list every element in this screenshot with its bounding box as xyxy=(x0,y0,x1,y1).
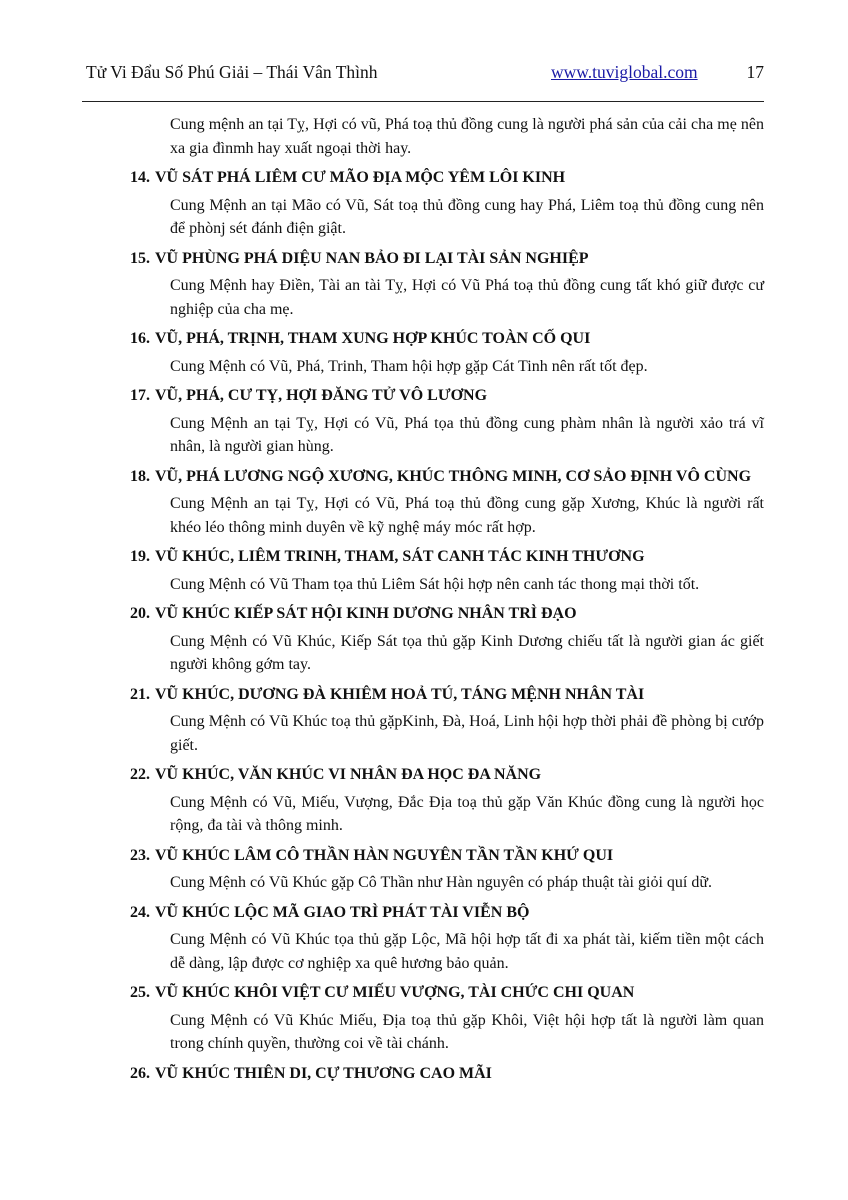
section-heading xyxy=(130,166,764,190)
section-heading xyxy=(130,1062,764,1086)
section-title: VŨ, PHÁ, TRỊNH, THAM XUNG HỢP KHÚC TOÀN CỐ QUI xyxy=(155,330,591,347)
section-text: Cung Mệnh có Vũ Khúc toạ thủ gặpKinh, Đà, Hoá, Linh hội hợp thời phải đề phòng bị cướp giết. xyxy=(170,713,764,754)
section-heading xyxy=(130,683,764,707)
section-item xyxy=(130,247,764,322)
section-number: 24. xyxy=(130,903,150,921)
section-text: Cung Mệnh an tại Tỵ, Hợi có Vũ, Phá toạ thủ đồng cung gặp Xương, Khúc là người rất khéo léo thông minh duyên về kỹ nghệ máy móc rất hợp. xyxy=(170,495,764,536)
section-heading xyxy=(130,602,764,626)
page-header xyxy=(82,58,766,88)
section-item xyxy=(130,327,764,378)
section-item xyxy=(130,384,764,459)
section-title: VŨ KHÚC, LIÊM TRINH, THAM, SÁT CANH TÁC KINH THƯƠNG xyxy=(155,548,645,565)
section-number: 17. xyxy=(130,387,150,404)
section-text: Cung Mệnh có Vũ Khúc gặp Cô Thần như Hàn nguyên có pháp thuật tài giỏi quí dữ. xyxy=(170,874,713,891)
section-title: VŨ PHÙNG PHÁ DIỆU NAN BẢO ĐI LẠI TÀI SẢN NGHIỆP xyxy=(155,249,589,267)
section-text: Cung Mệnh có Vũ Khúc Miếu, Địa toạ thủ gặp Khôi, Việt hội hợp tất là người làm quan trong chính quyền, thường coi về tài chánh. xyxy=(170,1011,764,1052)
section-heading xyxy=(130,327,764,351)
section-heading xyxy=(130,981,764,1005)
section-title: VŨ KHÚC, DƯƠNG ĐÀ KHIÊM HOẢ TÚ, TÁNG MỆNH NHÂN TÀI xyxy=(155,685,645,703)
section-list xyxy=(130,166,764,1085)
section-number: 14. xyxy=(130,169,150,186)
section-number: 16. xyxy=(130,330,150,347)
section-text: Cung Mệnh hay Điền, Tài an tài Tỵ, Hợi có Vũ Phá toạ thủ đồng cung tất khó giữ được cư nghiệp của cha mẹ. xyxy=(170,277,764,318)
section-number: 15. xyxy=(130,249,150,267)
section-number: 25. xyxy=(130,984,150,1001)
section-title: VŨ, PHÁ LƯƠNG NGỘ XƯƠNG, KHÚC THÔNG MINH, CƠ SẢO ĐỊNH VÔ CÙNG xyxy=(155,467,752,485)
section-item xyxy=(130,602,764,677)
section-text: Cung Mệnh an tại Tỵ, Hợi có Vũ, Phá tọa thủ đồng cung phàm nhân là người xảo trá vĩ nhân, là người gian hùng. xyxy=(170,414,764,455)
section-title: VŨ KHÚC KIẾP SÁT HỘI KINH DƯƠNG NHÂN TRÌ ĐẠO xyxy=(155,605,577,622)
section-title: VŨ KHÚC LÂM CÔ THẦN HÀN NGUYÊN TẦN TẦN KHỨ QUI xyxy=(155,846,614,864)
section-item xyxy=(130,981,764,1056)
section-heading xyxy=(130,247,764,271)
section-title: VŨ KHÚC KHÔI VIỆT CƯ MIẾU VƯỢNG, TÀI CHỨC CHI QUAN xyxy=(155,984,635,1001)
section-text: Cung Mệnh có Vũ Khúc tọa thủ gặp Lộc, Mã hội hợp tất đi xa phát tài, kiếm tiền một cách dễ dàng, lập được cơ nghiệp xa quê hương bảo quản. xyxy=(170,931,764,972)
section-number: 19. xyxy=(130,548,150,565)
section-item xyxy=(130,763,764,838)
intro-paragraph: Cung mệnh an tại Tỵ, Hợi có vũ, Phá toạ thủ đồng cung là người phá sản của cải cha mẹ nên xa gia đìnmh hay xuất ngoại thời hay. xyxy=(170,116,764,157)
section-title: VŨ KHÚC LỘC MÃ GIAO TRÌ PHÁT TÀI VIỄN BỘ xyxy=(155,903,530,921)
section-title: VŨ SÁT PHÁ LIÊM CƯ MÃO ĐỊA MỘC YÊM LÔI KINH xyxy=(155,169,566,186)
section-item xyxy=(130,683,764,758)
website-link[interactable]: www.tuviglobal.com xyxy=(551,62,698,82)
book-title: Tử Vi Đẩu Số Phú Giải – Thái Vân Thình xyxy=(86,62,378,82)
section-title: VŨ KHÚC, VĂN KHÚC VI NHÂN ĐA HỌC ĐA NĂNG xyxy=(155,766,542,783)
section-item xyxy=(130,901,764,976)
section-text: Cung Mệnh có Vũ, Phá, Trinh, Tham hội hợp gặp Cát Tinh nên rất tốt đẹp. xyxy=(170,357,648,375)
section-number: 20. xyxy=(130,605,150,622)
section-heading xyxy=(130,465,764,489)
section-number: 21. xyxy=(130,685,150,703)
section-item xyxy=(130,465,764,540)
section-number: 23. xyxy=(130,846,150,864)
header-divider xyxy=(82,101,764,102)
section-text: Cung Mệnh có Vũ Khúc, Kiếp Sát tọa thủ gặp Kinh Dương chiếu tất là người gian ác giết người không gớm tay. xyxy=(170,632,764,673)
section-title: VŨ KHÚC THIÊN DI, CỰ THƯƠNG CAO MÃI xyxy=(155,1064,492,1082)
section-item xyxy=(130,1062,764,1086)
section-number: 18. xyxy=(130,467,150,485)
section-item xyxy=(130,545,764,596)
section-text: Cung Mệnh có Vũ, Miếu, Vượng, Đắc Địa toạ thủ gặp Văn Khúc đồng cung là người học rộng, đa tài và thông minh. xyxy=(170,793,764,834)
section-heading xyxy=(130,384,764,408)
section-number: 26. xyxy=(130,1064,150,1082)
page-content xyxy=(130,113,764,1089)
page-number: 17 xyxy=(746,62,764,82)
section-item xyxy=(130,166,764,241)
section-number: 22. xyxy=(130,766,150,783)
section-heading xyxy=(130,763,764,787)
section-item xyxy=(130,844,764,895)
section-heading xyxy=(130,844,764,868)
section-title: VŨ, PHÁ, CƯ TỴ, HỢI ĐĂNG TỬ VÔ LƯƠNG xyxy=(155,387,488,404)
section-heading xyxy=(130,545,764,569)
section-heading xyxy=(130,901,764,925)
section-text: Cung Mệnh có Vũ Tham tọa thủ Liêm Sát hội hợp nên canh tác thong mại thời tốt. xyxy=(170,575,700,593)
section-text: Cung Mệnh an tại Mão có Vũ, Sát toạ thủ đồng cung hay Phá, Liêm toạ thủ đồng cung nên để phònj sét đánh điện giật. xyxy=(170,196,764,237)
